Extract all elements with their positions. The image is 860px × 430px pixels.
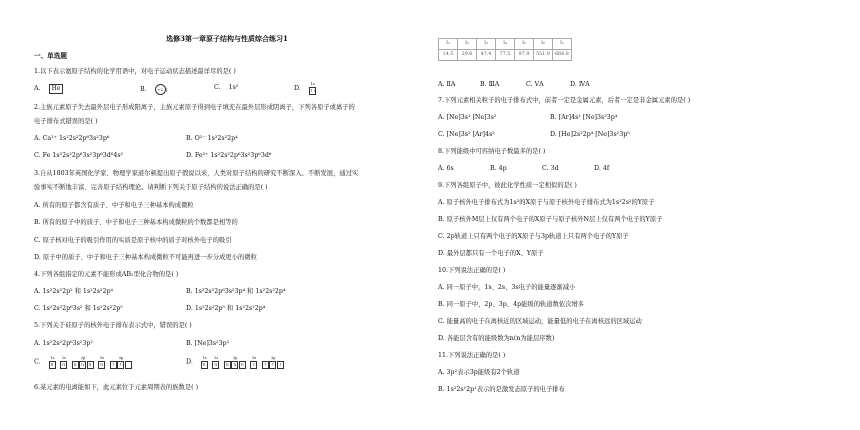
q1-stem: 1.以下表示氦原子结构的化学用语中，对电子运动状态描述最详尽的是( ) bbox=[34, 68, 236, 75]
atom-structure-icon: +2 bbox=[155, 84, 166, 95]
q5-c-orbital-diagram: 1s ⇅ 2s ⇅ 2p ⇅ ⇅ ⇅ 3s ⇅ 3p ↑ ↑ bbox=[49, 356, 135, 369]
q2-stem-line2: 电子排布式错误的是( ) bbox=[34, 118, 98, 125]
table-cell: 47.4 bbox=[477, 50, 496, 61]
table-header-cell: I₆ bbox=[534, 39, 553, 50]
orbital-box-icon: ⇅ bbox=[233, 362, 237, 367]
orbital-box-icon: ⇅ bbox=[61, 362, 66, 367]
q2-option-d[interactable]: D. Fe²⁺ 1s²2s²2p⁶3s²3p⁶3d⁶ bbox=[186, 152, 272, 159]
q8-stem: 8.下列能级中可容纳电子数最多的是( ) bbox=[438, 148, 546, 155]
q4-option-c[interactable]: C. 1s²2s²2p⁶3s² 和 1s²2s²2p⁵ bbox=[34, 305, 123, 312]
ionization-energy-table bbox=[438, 38, 572, 61]
table-cell: 29.6 bbox=[458, 50, 477, 61]
q1-option-a[interactable]: A. He bbox=[34, 84, 63, 94]
q3-option-a[interactable]: A. 所有的原子都含有质子、中子和电子三种基本构成微粒 bbox=[34, 202, 194, 209]
q8-option-d[interactable]: D. 4f bbox=[594, 165, 610, 172]
table-cell: 97.9 bbox=[515, 50, 534, 61]
q8-option-a[interactable]: A. 6s bbox=[438, 165, 454, 172]
q9-stem: 9.下列各组原子中，彼此化学性质一定相似的是( ) bbox=[438, 182, 577, 189]
q4-option-d[interactable]: D. 1s²2s²2p⁵ 和 1s²2s²2p⁴ bbox=[186, 305, 266, 312]
orbital-box-icon: ⇅ bbox=[225, 362, 230, 367]
q7-option-d[interactable]: D. [He]2s²2p⁴ [Ne]3s²3p⁵ bbox=[550, 131, 630, 138]
q5-option-c[interactable]: C. 1s ⇅ 2s ⇅ 2p ⇅ ⇅ ⇅ 3s ⇅ 3p ↑ ↑ bbox=[34, 356, 134, 369]
orbital-box-icon: ↑ bbox=[278, 362, 283, 367]
orbital-box-icon: ⇅ bbox=[73, 362, 77, 367]
q4-stem: 4.下列各组指定的元素不能形成AB₂型化合物的是( ) bbox=[34, 271, 179, 278]
orbital-box-icon: ⇅ bbox=[240, 362, 245, 367]
section-heading: 一、单选题 bbox=[34, 52, 67, 60]
table-header-cell: I₄ bbox=[496, 39, 515, 50]
q5-stem: 5.下列关于硅原子的核外电子排布表示式中，错误的是( ) bbox=[34, 322, 192, 329]
q10-option-b[interactable]: B. 同一原子中，2p、3p、4p能级的轨道数依次增多 bbox=[438, 301, 585, 308]
table-header-cell: I₃ bbox=[477, 39, 496, 50]
table-header-cell: I₅ bbox=[515, 39, 534, 50]
q1-option-b[interactable]: B. +2 ) bbox=[140, 86, 168, 93]
q10-option-a[interactable]: A. 同一原子中，1s、2s、3s电子的能量逐渐减小 bbox=[438, 284, 576, 291]
q3-stem-line2: 验事实不断地丰富、完善原子结构理论。请判断下列关于原子结构的说法正确的是( ) bbox=[34, 184, 268, 191]
q6-stem: 6.某元素的电离能如下，此元素位于元素周期表的族数是( ) bbox=[34, 384, 199, 391]
orbital-box-icon: ⇅ bbox=[202, 362, 207, 367]
q6-option-c[interactable]: C. ⅤA bbox=[526, 81, 544, 88]
q2-option-b[interactable]: B. O²⁻ 1s²2s²2p⁴ bbox=[186, 135, 238, 142]
q9-option-a[interactable]: A. 原子核外电子排布式为1s²的X原子与原子核外电子排布式为1s²2s²的Y原子 bbox=[438, 199, 655, 206]
table-header-cell: I₇ bbox=[553, 39, 572, 50]
q8-option-b[interactable]: B. 4p bbox=[490, 165, 507, 172]
page-title: 选修3第一章原子结构与性质综合练习1 bbox=[166, 34, 288, 43]
q1-d-orbital: 1s ↑↓ bbox=[309, 82, 317, 93]
q10-stem: 10.下列说法正确的是( ) bbox=[438, 267, 506, 274]
table-header-cell: I₂ bbox=[458, 39, 477, 50]
orbital-box-icon: ⇅ bbox=[88, 362, 92, 367]
q9-option-c[interactable]: C. 2p轨道上只有两个电子的X原子与3p轨道上只有两个电子的Y原子 bbox=[438, 233, 629, 240]
table-cell: 666.8 bbox=[553, 50, 572, 61]
q2-option-c[interactable]: C. Fe 1s²2s²2p⁶3s²3p⁶3d⁶4s² bbox=[34, 152, 124, 159]
q4-option-b[interactable]: B. 1s²2s²2p⁶3s²3p⁴ 和 1s²2s²2p⁴ bbox=[186, 288, 286, 295]
orbital-box-icon: ⇅ bbox=[80, 362, 85, 367]
q9-option-b[interactable]: B. 原子核外M层上仅有两个电子的X原子与原子核外N层上仅有两个电子的Y原子 bbox=[438, 216, 663, 223]
orbital-box-icon bbox=[125, 361, 132, 369]
orbital-box-icon: ↑ bbox=[111, 362, 115, 367]
q11-stem: 11.下列说法正确的是( ) bbox=[438, 352, 506, 359]
q7-option-b[interactable]: B. [Ar]4s¹ [Ne]3s²3p⁴ bbox=[550, 114, 618, 121]
orbital-box-icon: ⇅ bbox=[214, 362, 218, 367]
q5-option-d[interactable]: D. 1s ⇅ 2s ⇅ 2p ⇅ ⇅ ⇅ 3s ↑ 3p ↑ ↑ ↑ bbox=[186, 356, 286, 369]
orbital-box-icon: ↑ bbox=[252, 362, 256, 367]
q1-a-symbol: He bbox=[49, 84, 64, 94]
table-cell: 551.9 bbox=[534, 50, 553, 61]
q9-option-d[interactable]: D. 最外层都只有一个电子的X、Y原子 bbox=[438, 250, 544, 257]
q10-option-c[interactable]: C. 能量高的电子在离核近的区域运动，能量低的电子在离核远的区域运动 bbox=[438, 318, 642, 325]
orbital-box-icon: ⇅ bbox=[50, 362, 54, 367]
q11-option-a[interactable]: A. 3p²表示3p能级有2个轨道 bbox=[438, 369, 520, 376]
orbital-box-icon: ↑↓ bbox=[309, 88, 317, 93]
q7-stem: 7.下列元素相关粒子的电子排布式中，前者一定是金属元素，后者一定是非金属元素的是( ) bbox=[438, 97, 691, 104]
q1-option-d[interactable]: D. 1s ↑↓ bbox=[294, 82, 317, 93]
q6-option-d[interactable]: D. ⅣA bbox=[570, 81, 590, 88]
q8-option-c[interactable]: C. 3d bbox=[542, 165, 559, 172]
q5-option-b[interactable]: B. [Ne]3s²3p² bbox=[186, 340, 230, 347]
q5-d-orbital-diagram: 1s ⇅ 2s ⇅ 2p ⇅ ⇅ ⇅ 3s ↑ 3p ↑ ↑ ↑ bbox=[202, 356, 283, 367]
table-header-cell: I₁ bbox=[439, 39, 458, 50]
q3-stem-line1: 3.自从1803年英国化学家、物理学家道尔顿提出原子假说以来，人类对原子结构的研究不断深入、不断发展，通过实 bbox=[34, 170, 359, 177]
orbital-box-icon: ↑ bbox=[271, 362, 275, 367]
q7-option-c[interactable]: C. [Ne]3s² [Ar]4s² bbox=[438, 131, 495, 138]
q1-option-c[interactable]: C. 1s² bbox=[214, 84, 239, 91]
q3-option-d[interactable]: D. 原子中的质子、中子和电子三种基本构成微粒不可能再进一步分成更小的微粒 bbox=[34, 254, 257, 261]
q3-option-c[interactable]: C. 原子核对电子的吸引作用的实质是原子核中的质子对核外电子的吸引 bbox=[34, 237, 232, 244]
q7-option-a[interactable]: A. [Ne]3s¹ [Ne]3s² bbox=[438, 114, 497, 121]
q6-option-a[interactable]: A. ⅡA bbox=[438, 81, 456, 88]
q10-option-d[interactable]: D. 各能层含有的能级数为n(n为能层序数) bbox=[438, 335, 555, 342]
table-header-row bbox=[439, 39, 572, 50]
q2-option-a[interactable]: A. Ca²⁺ 1s²2s²2p⁶3s²3p⁶ bbox=[34, 135, 110, 142]
q11-option-b[interactable]: B. 1s²2s¹2p¹表示的是激发态原子的电子排布 bbox=[438, 386, 565, 393]
q2-stem-line1: 2.主族元素原子失去最外层电子形成阳离子，主族元素原子得到电子填充在最外层形成阴离子，下列各原子或离子的 bbox=[34, 104, 355, 111]
q4-option-a[interactable]: A. 1s²2s²2p² 和 1s²2s²2p⁴ bbox=[34, 288, 114, 295]
q6-option-b[interactable]: B. ⅢA bbox=[480, 81, 500, 88]
orbital-box-icon: ↑ bbox=[119, 362, 123, 367]
q3-option-b[interactable]: B. 所有的原子中的质子、中子和电子三种基本构成微粒的个数都是相等的 bbox=[34, 219, 238, 226]
q5-option-a[interactable]: A. 1s²2s²2p⁶3s²3p² bbox=[34, 340, 93, 347]
orbital-box-icon: ⇅ bbox=[99, 362, 104, 367]
table-cell: 77.5 bbox=[496, 50, 515, 61]
table-row bbox=[439, 50, 572, 61]
table-cell: 14.5 bbox=[439, 50, 458, 61]
orbital-box-icon: ↑ bbox=[263, 362, 268, 367]
